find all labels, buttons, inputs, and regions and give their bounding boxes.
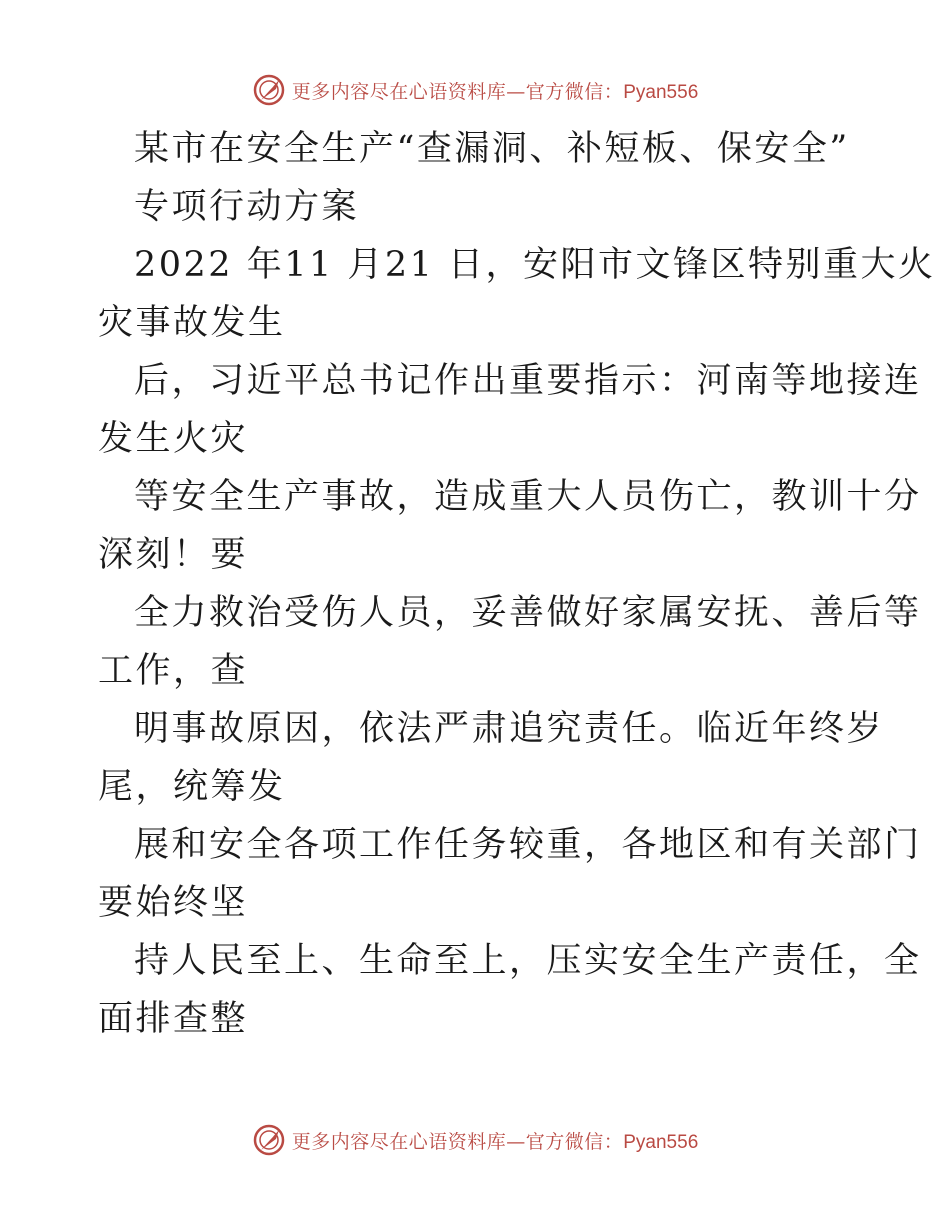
text-line: 发生火灾	[98, 419, 249, 459]
document-body	[98, 120, 936, 1048]
text-line: 要始终坚	[98, 883, 249, 923]
text-line: 工作，查	[98, 651, 249, 691]
watermark-text: 更多内容尽在心语资料库—官方微信：Pyan556	[291, 1130, 699, 1153]
text-line: 某市在安全生产“查漏洞、补短板、保安全”	[134, 129, 850, 169]
text-line: 明事故原因，依法严肃追究责任。临近年终岁	[134, 709, 885, 749]
text-line: 灾事故发生	[98, 303, 286, 343]
text-line: 面排查整	[98, 999, 249, 1039]
text-line: 深刻！要	[98, 535, 249, 575]
quill-logo-icon	[252, 1123, 286, 1157]
text-line: 持人民至上、生命至上，压实安全生产责任，全	[134, 941, 922, 981]
text-line: 尾，统筹发	[98, 767, 286, 807]
text-line: 专项行动方案	[134, 187, 360, 227]
text-line: 全力救治受伤人员，妥善做好家属安抚、善后等	[134, 593, 922, 633]
header-watermark	[0, 70, 950, 110]
text-line: 展和安全各项工作任务较重，各地区和有关部门	[134, 825, 922, 865]
watermark-handle: Pyan556	[623, 81, 699, 103]
quill-logo-icon	[252, 73, 286, 107]
watermark-text: 更多内容尽在心语资料库—官方微信：Pyan556	[291, 80, 699, 103]
watermark-handle: Pyan556	[623, 1131, 699, 1153]
text-line: 2022 年11 月21 日，安阳市文锋区特别重大火	[134, 245, 936, 285]
text-line: 后，习近平总书记作出重要指示：河南等地接连	[134, 361, 922, 401]
footer-watermark	[0, 1120, 950, 1160]
text-line: 等安全生产事故，造成重大人员伤亡，教训十分	[134, 477, 922, 517]
